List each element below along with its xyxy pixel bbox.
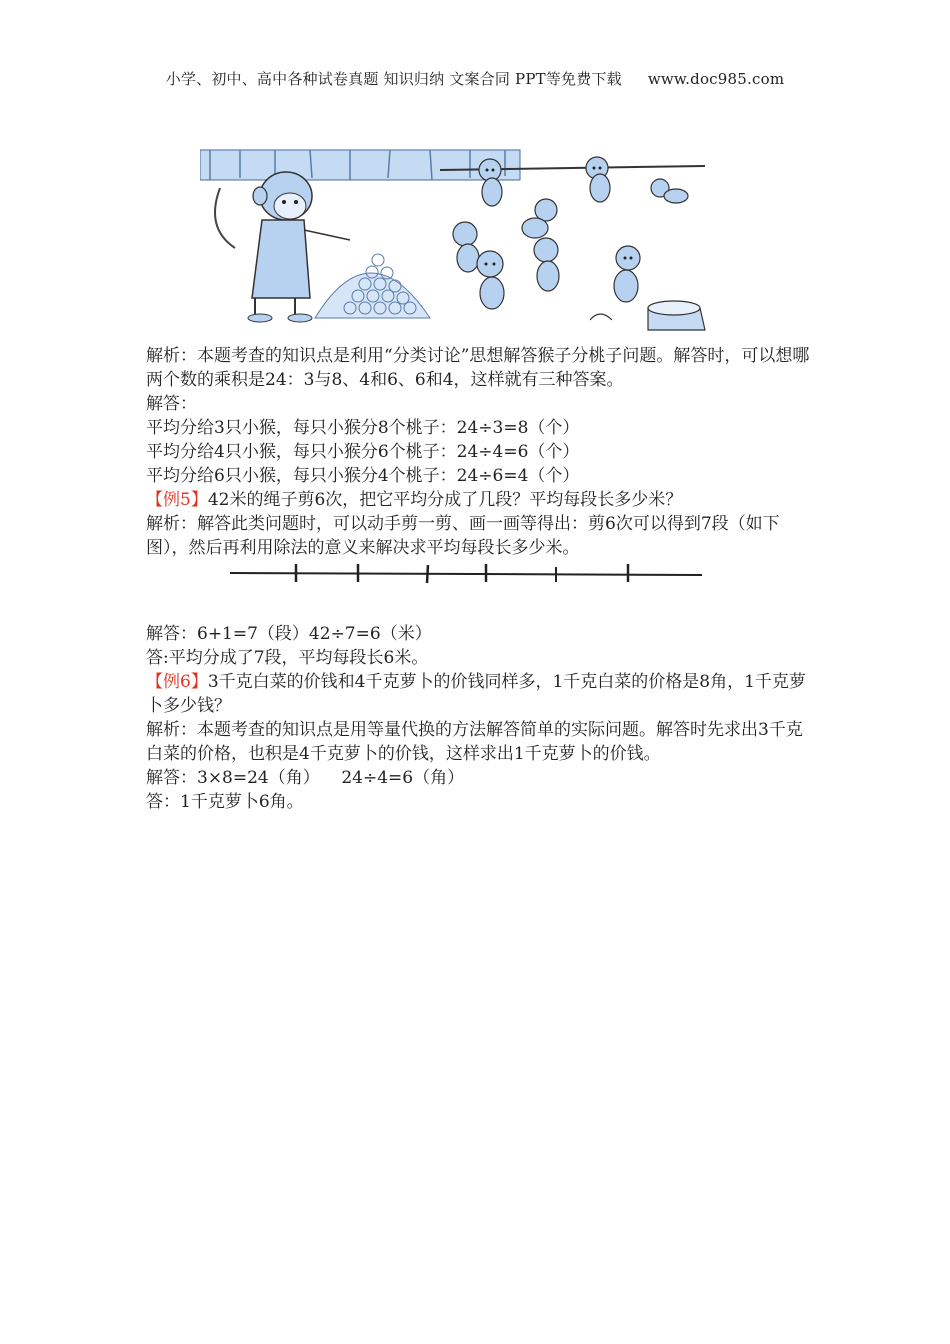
answer-label: 解答： [146,394,197,414]
answer-calculation-1: 解答：6+1=7（段）42÷7=6（米） [146,624,432,644]
answer-line-2: 平均分给4只小猴，每只小猴分6个桃子：24÷4=6（个） [146,442,580,462]
example-6-text: 3千克白菜的价钱和4千克萝卜的价钱同样多，1千克白菜的价格是8角，1千克萝卜多少钱？ [146,672,806,716]
analysis-paragraph-3: 解析：本题考查的知识点是用等量代换的方法解答简单的实际问题。解答时先求出3千克白菜的价格，也积是4千克萝卜的价钱，这样求出1千克萝卜的价钱。 [146,720,803,764]
analysis-paragraph-2: 解析：解答此类问题时，可以动手剪一剪、画一画等得出：剪6次可以得到7段（如下图），然后再利用除法的意义来解决求平均每段长多少米。 [146,514,780,558]
rope-diagram [146,560,812,622]
monkeys-sharing-peaches-illustration [200,148,712,334]
rope-line [230,573,702,575]
article-content [146,344,812,814]
answer-conclusion-2: 答：1千克萝卜6角。 [146,792,304,812]
rope-cut-mark [427,565,428,583]
page-header [0,68,950,89]
analysis-paragraph-1: 解析：本题考查的知识点是利用“分类讨论”思想解答猴子分桃子问题。解答时，可以想哪两个数的乘积是24：3与8、4和6、6和4，这样就有三种答案。 [146,346,810,390]
rope-diagram-svg [228,562,708,584]
answer-line-3: 平均分给6只小猴，每只小猴分4个桃子：24÷6=4（个） [146,466,580,486]
answer-calculation-2: 解答：3×8=24（角） 24÷4=6（角） [146,768,465,788]
example-6 [146,670,812,718]
answer-conclusion-1: 答:平均分成了7段，平均每段长6米。 [146,648,429,668]
header-text: 小学、初中、高中各种试卷真题 知识归纳 文案合同 PPT等免费下载 [165,70,622,88]
example-5 [146,488,812,512]
illustration-svg [200,148,712,334]
example-6-tag: 【例6】 [146,672,208,692]
example-5-tag: 【例5】 [146,490,208,510]
example-5-text: 42米的绳子剪6次，把它平均分成了几段？平均每段长多少米？ [207,490,683,510]
answer-line-1: 平均分给3只小猴，每只小猴分8个桃子：24÷3=8（个） [146,418,580,438]
header-site: www.doc985.com [647,70,785,88]
